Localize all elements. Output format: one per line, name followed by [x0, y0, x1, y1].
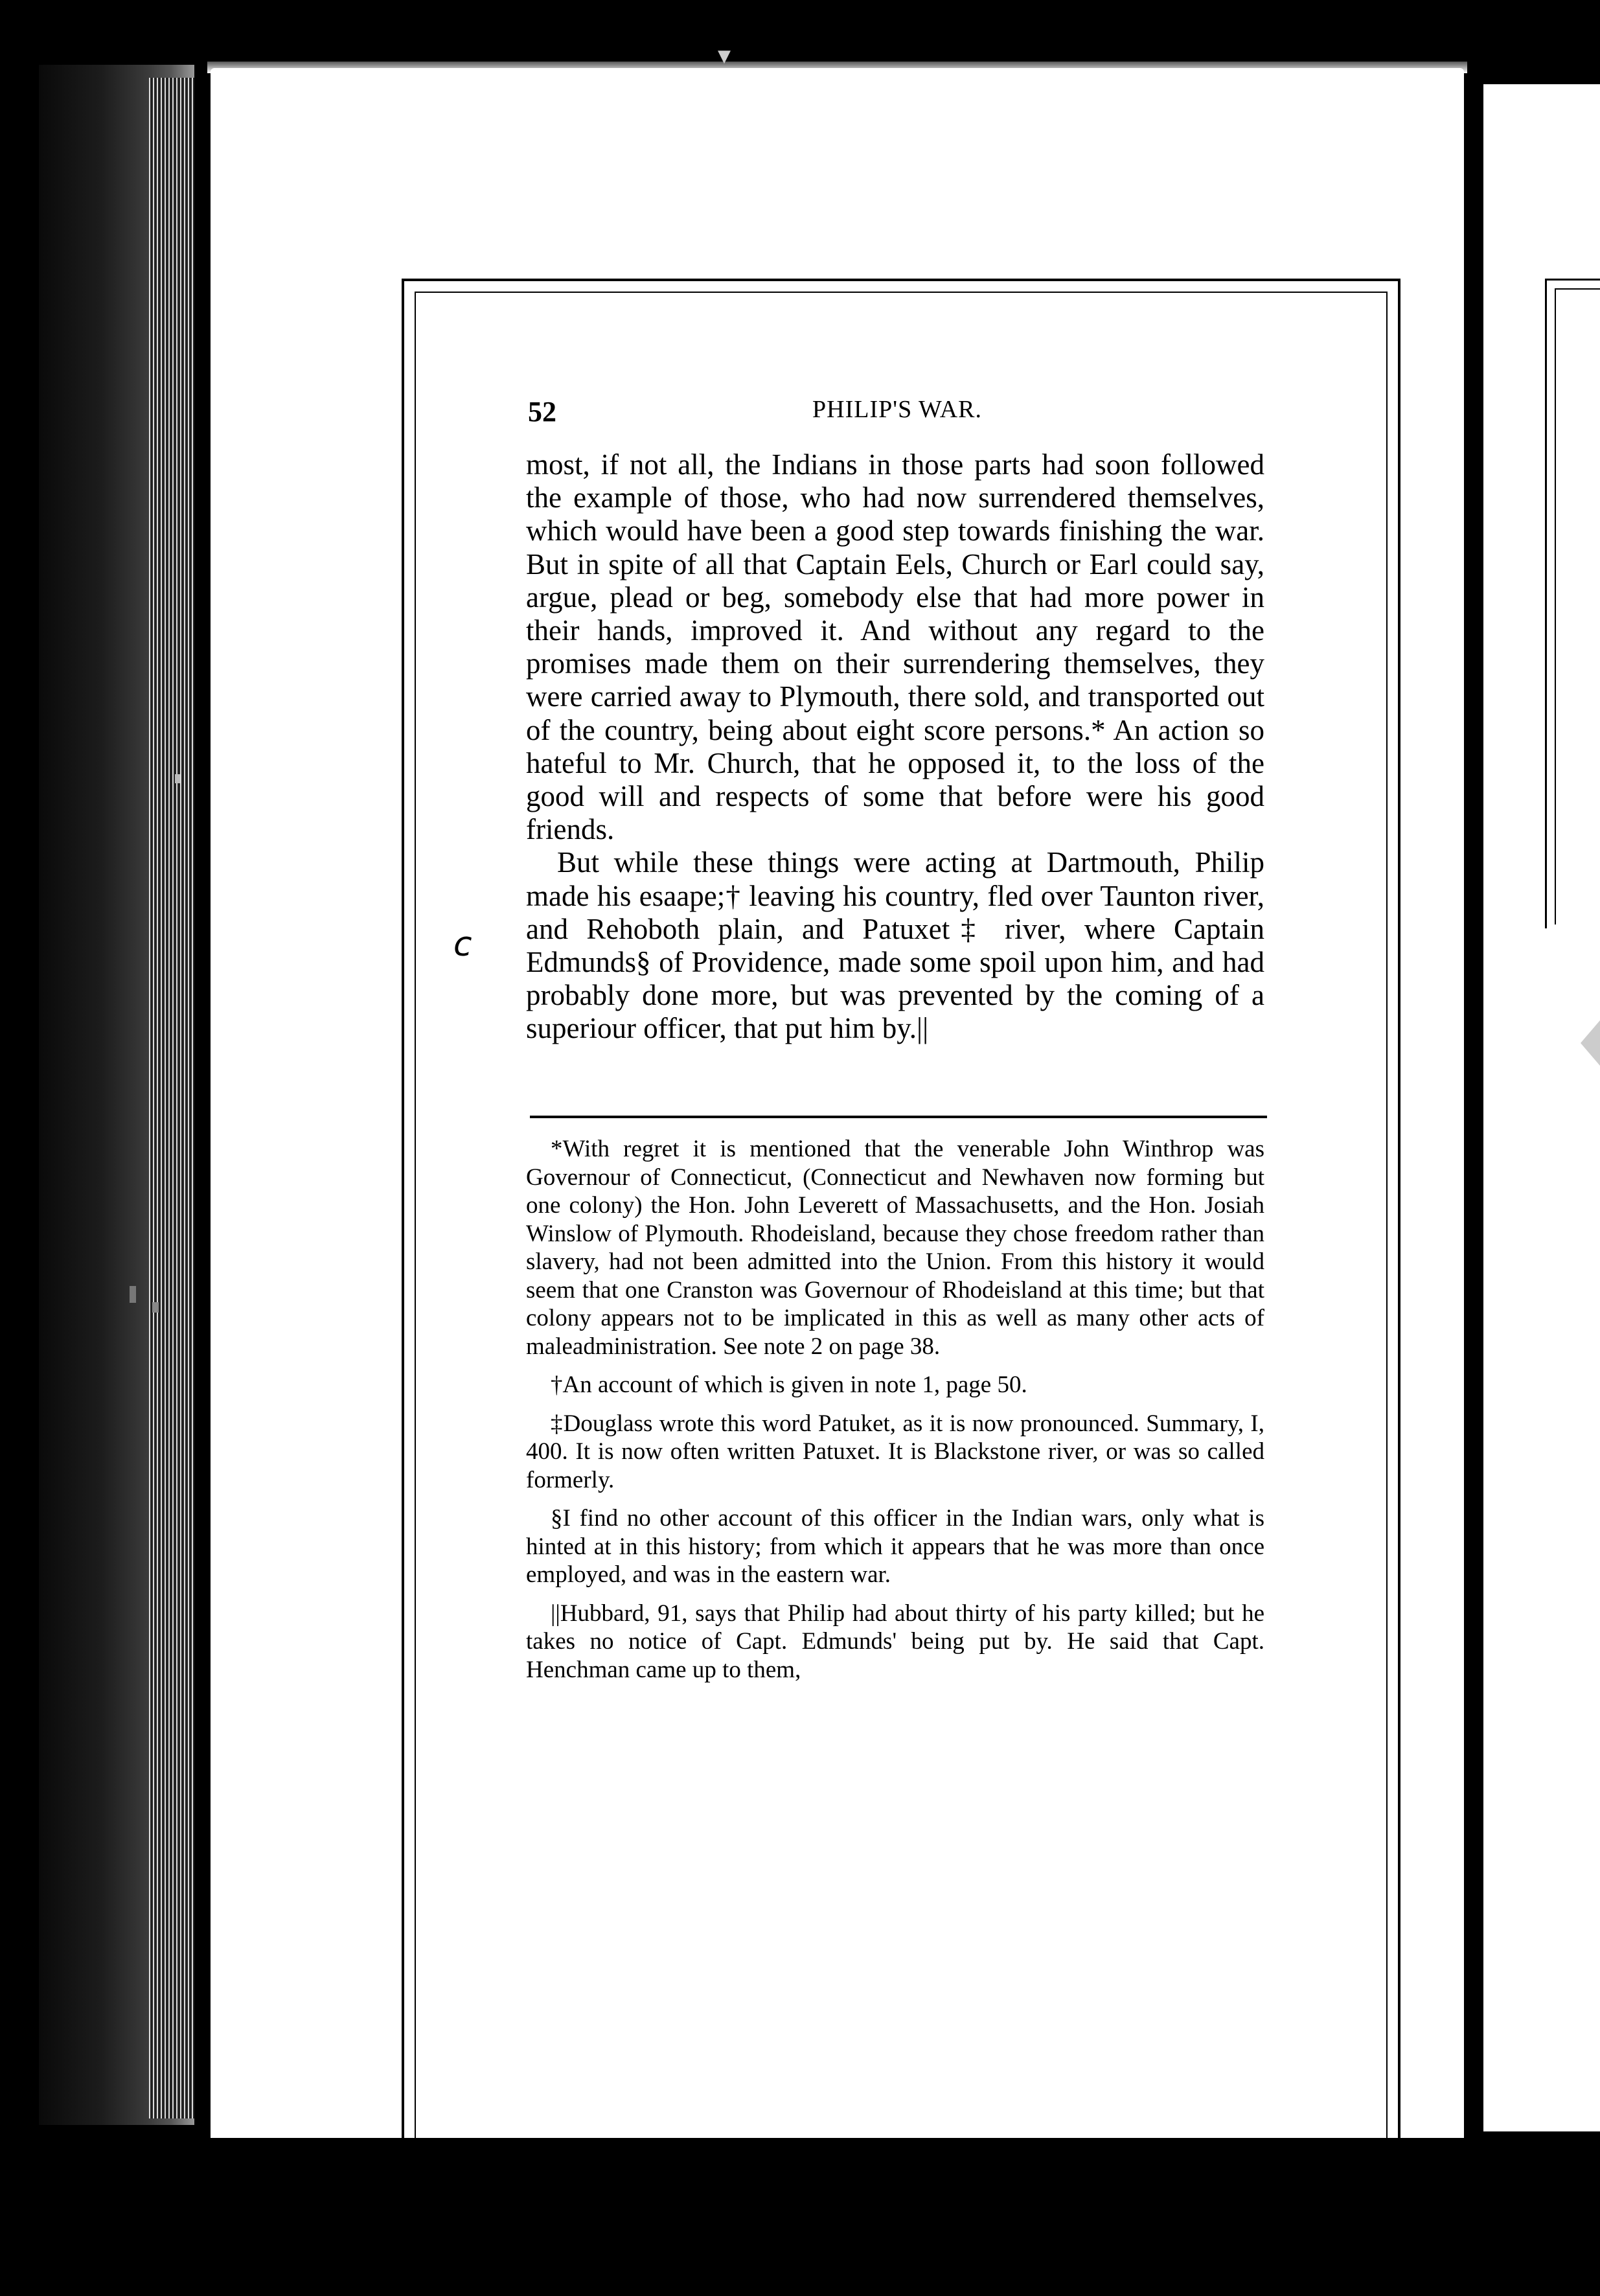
footnote-parallel: ||Hubbard, 91, says that Philip had about thirty of his party killed; but he takes no notice of Capt. Edmunds' being put by. He said that Capt. Henchman came up to them, [526, 1600, 1264, 1683]
footnote-double-dagger: ‡Douglass wrote this word Patuket, as it is now pronounced. Summary, I, 400. It is now often written Patuxet. It is Blackstone river, or was so called formerly. [526, 1410, 1264, 1493]
body-paragraph: most, if not all, the Indians in those parts had soon followed the example of those, who had now surrendered themselves, which would have been a good step towards finishing the war. But in spite of all that Captain Eels, Church or Earl could say, argue, plead or beg, somebody else that had more power in their hands, improved it. And without any regard to the promises made them on their surrendering themselves, they were carried away to Plymouth, there sold, and transported out of the country, being about eight score persons.* An action so hateful to Mr. Church, that he opposed it, to the loss of the good will and respects of some that before were his good friends. [526, 448, 1264, 846]
running-title: PHILIP'S WAR. [812, 396, 982, 423]
footnote-section: §I find no other account of this officer in the Indian wars, only what is hinted at in this history; from which it appears that he was more than once employed, and was in the eastern war. [526, 1505, 1264, 1588]
main-text [526, 448, 1264, 1046]
next-page-frame-inner [1555, 288, 1600, 924]
footnote-dagger: †An account of which is given in note 1, page 50. [551, 1372, 1027, 1398]
page-number: 52 [528, 396, 556, 428]
speck [175, 774, 180, 783]
running-head [528, 395, 1266, 434]
margin-annotation: c [453, 925, 472, 964]
speck [130, 1286, 136, 1303]
footnotes [526, 1135, 1264, 1694]
arrow-down-icon: ▼ [718, 47, 731, 66]
footnote-star: *With regret it is mentioned that the venerable John Winthrop was Governour of Connecticut, (Connecticut and Newhaven now forming but one colony) the Hon. John Leverett of Massachusetts, and the Hon. Josiah Winslow of Plymouth. Rhodeisland, because they chose freedom rather than slavery, had not been admitted into the Union. From this history it would seem that one Cranston was Governour of Rhodeisland at this time; but that colony appears not to be implicated in this as well as many other acts of maleadministration. See note 2 on page 38. [526, 1136, 1264, 1360]
footnote-rule [530, 1116, 1267, 1118]
speck [152, 1302, 159, 1313]
body-paragraph: But while these things were acting at Dartmouth, Philip made his esaape;† leaving his country, fled over Taunton river, and Rehoboth plain, and Patuxet‡ river, where Captain Edmunds§ of Providence, made some spoil upon him, and had probably done more, but was prevented by the coming of a superiour officer, that put him by.|| [526, 846, 1264, 1045]
page-edges [149, 78, 194, 2118]
